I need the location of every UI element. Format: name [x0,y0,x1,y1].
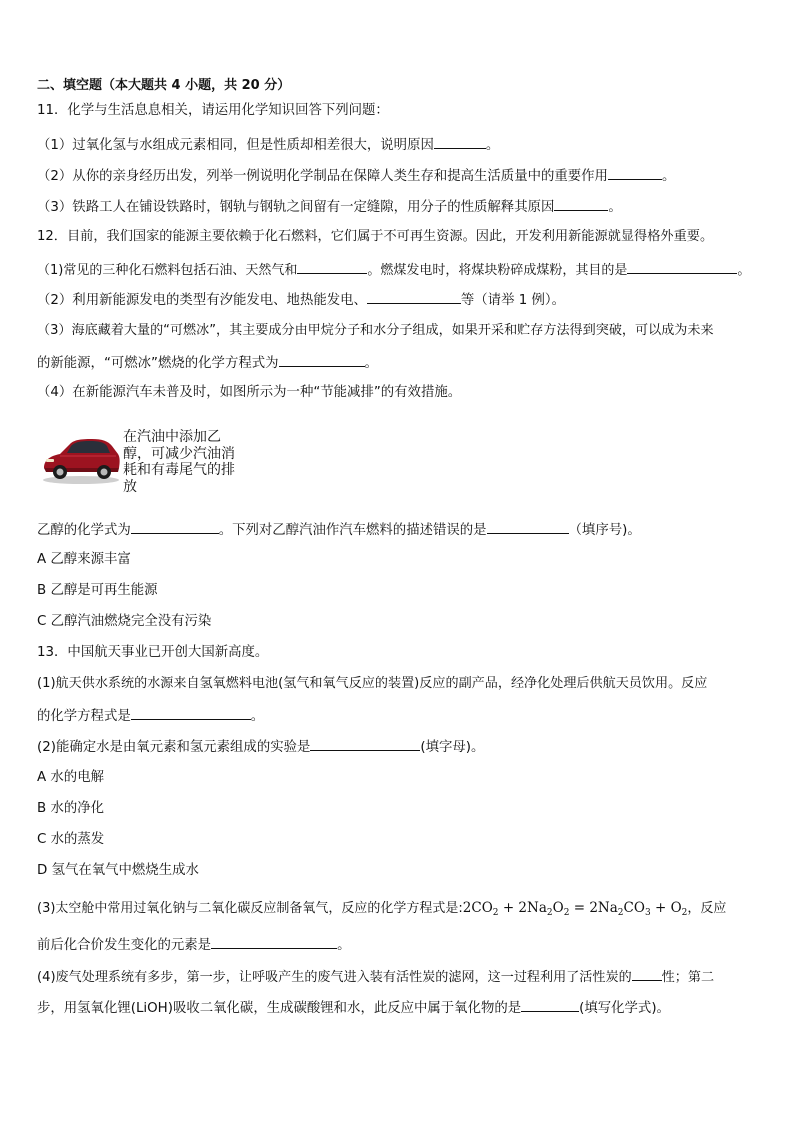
q11-part1: （1）过氧化氢与水组成元素相同，但是性质却相差很大，说明原因 。 [37,138,500,153]
answer-blank[interactable] [131,521,219,534]
q12-part5: 乙醇的化学式为 。下列对乙醇汽油作汽车燃料的描述错误的是 （填序号)。 [37,523,641,538]
q13-option-a: A 水的电解 [37,770,104,785]
answer-blank[interactable] [627,261,737,274]
q12-option-a: A 乙醇来源丰富 [37,552,131,567]
answer-blank[interactable] [310,738,420,751]
answer-blank[interactable] [297,261,367,274]
q12-option-c: C 乙醇汽油燃烧完全没有污染 [37,614,212,629]
q13-part4-line1: (4)废气处理系统有多步，第一步，让呼吸产生的废气进入装有活性炭的滤网，这一过程利用了活性炭的 性；第二 [37,970,715,985]
answer-blank[interactable] [554,198,608,211]
car-image [40,424,122,486]
q12-part3-line2: 的新能源，“可燃冰”燃烧的化学方程式为 。 [37,356,378,371]
answer-blank[interactable] [608,167,662,180]
q12-option-b: B 乙醇是可再生能源 [37,583,158,598]
q13-part2: (2)能确定水是由氧元素和氢元素组成的实验是 (填字母)。 [37,740,485,755]
answer-blank[interactable] [367,291,461,304]
q11-stem: 11．化学与生活息息相关，请运用化学知识回答下列问题： [37,103,389,118]
chemical-equation: $2CO_2 + 2Na_2O_2 = 2Na_2CO_3 + O_2$ [462,900,688,918]
answer-blank[interactable] [211,936,337,949]
q12-stem: 12．目前，我们国家的能源主要依赖于化石燃料，它们属于不可再生资源。因此，开发利用新能源就显得格外重要。 [37,229,714,244]
q13-option-b: B 水的净化 [37,801,105,816]
q11-part3: （3）铁路工人在铺设铁路时，钢轨与钢轨之间留有一定缝隙，用分子的性质解释其原因 。 [37,200,622,215]
q13-part1-line1: (1)航天供水系统的水源来自氢氧燃料电池(氢气和氧气反应的装置)反应的副产品，经净化处理后供航天员饮用。反应 [37,676,708,691]
q13-part3-line1: (3)太空舱中常用过氧化钠与二氧化碳反应制备氧气，反应的化学方程式是$:2CO_2 + 2Na_2O_2 = 2Na_2CO_3 + O_2$，反应 [37,900,727,918]
q13-stem: 13．中国航天事业已开创大国新高度。 [37,645,269,660]
section-header: 二、填空题（本大题共 4 小题，共 20 分） [37,78,291,93]
q12-part1: （1)常见的三种化石燃料包括石油、天然气和 。燃煤发电时，将煤块粉碎成煤粉，其目的是 。 [37,263,751,278]
image-caption: 在汽油中添加乙醇，可减少汽油消耗和有毒尾气的排放 [123,429,235,495]
answer-blank[interactable] [487,521,569,534]
q12-part3-line1: （3）海底藏着大量的“可燃冰”，其主要成分由甲烷分子和水分子组成，如果开采和贮存方法得到突破，可以成为未来 [37,323,714,338]
answer-blank[interactable] [434,136,486,149]
q11-part2: （2）从你的亲身经历出发，列举一例说明化学制品在保障人类生存和提高生活质量中的重要作用 。 [37,169,676,184]
answer-blank[interactable] [632,968,662,981]
q13-option-d: D 氢气在氧气中燃烧生成水 [37,863,199,878]
answer-blank[interactable] [521,999,579,1012]
q13-part3-line2: 前后化合价发生变化的元素是 。 [37,938,351,953]
q12-part2: （2）利用新能源发电的类型有汐能发电、地热能发电、 等（请举 1 例）。 [37,293,565,308]
q13-part4-line2: 步，用氢氧化锂(LiOH)吸收二氧化碳，生成碳酸锂和水，此反应中属于氧化物的是 (填写化学式)。 [37,1001,670,1016]
answer-blank[interactable] [279,354,365,367]
q12-part4: （4）在新能源汽车未普及时，如图所示为一种“节能减排”的有效措施。 [37,385,462,400]
q13-part1-line2: 的化学方程式是 。 [37,709,265,724]
answer-blank[interactable] [131,707,251,720]
q13-option-c: C 水的蒸发 [37,832,105,847]
